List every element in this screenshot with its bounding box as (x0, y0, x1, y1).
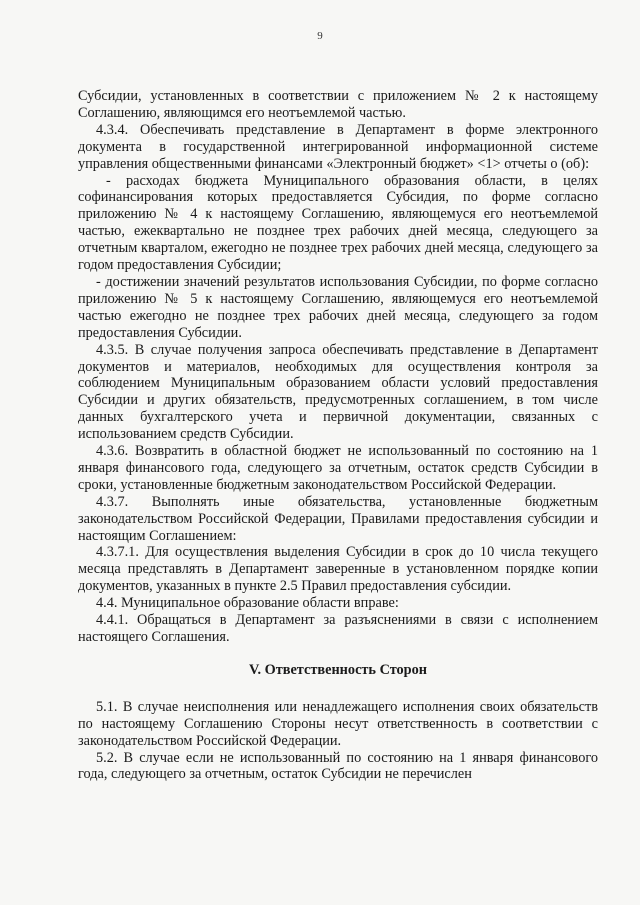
paragraph: Субсидии, установленных в соответствии с приложением № 2 к настоящему Соглашению, являющимся его неотъемлемой частью. (78, 88, 598, 121)
paragraph: 4.4. Муниципальное образование области вправе: (96, 595, 399, 612)
page-number: 9 (317, 30, 323, 42)
paragraph: - достижении значений результатов использования Субсидии, по форме согласно приложению № 5 к настоящему Соглашению, являющемуся его неотъемлемой частью ежегодно не позднее трех рабочих дней месяца, следующего за годом предоставления Субсидии. (78, 273, 598, 341)
section-heading: V. Ответственность Сторон (248, 661, 428, 678)
paragraph: 4.3.7. Выполнять иные обязательства, установленные бюджетным законодательством Российской Федерации, Правилами предоставления субсидии и настоящим Соглашением: (78, 493, 598, 544)
paragraph: - расходах бюджета Муниципального образования области, в целях софинансирования которых предоставляется Субсидия, по форме согласно приложению № 4 к настоящему Соглашению, являющемуся его неотъемлемой частью, ежеквартально не позднее трех рабочих дней месяца, следующего за отчетным кварталом, ежегодно не позднее трех рабочих дней месяца, следующего за годом предоставления Субсидии; (78, 172, 598, 274)
paragraph: 5.2. В случае если не использованный по состоянию на 1 января финансового года, следующего за отчетным, остаток Субсидии не перечислен (78, 749, 598, 783)
paragraph: 4.3.7.1. Для осуществления выделения Субсидии в срок до 10 числа текущего месяца представлять в Департамент заверенные в установленном порядке копии документов, указанных в пункте 2.5 Правил предоставления субсидии. (78, 544, 598, 595)
paragraph: 4.3.6. Возвратить в областной бюджет не использованный по состоянию на 1 января финансового года, следующего за отчетным, остаток средств Субсидии в сроки, установленные бюджетным законодательством Российской Федерации. (78, 443, 598, 493)
paragraph: 4.3.4. Обеспечивать представление в Департамент в форме электронного документа в государственной интегрированной информационной системе управления общественными финансами «Электронный бюджет» <1> отчеты о (об): (78, 121, 598, 172)
document-body (78, 88, 598, 783)
paragraph: 5.1. В случае неисполнения или ненадлежащего исполнения своих обязательств по настоящему Соглашению Стороны несут ответственность в соответствии с законодательством Российской Федерации. (78, 698, 598, 749)
paragraph: 4.4.1. Обращаться в Департамент за разъяснениями в связи с исполнением настоящего Соглашения. (78, 612, 598, 645)
paragraph: 4.3.5. В случае получения запроса обеспечивать представление в Департамент документов и материалов, необходимых для осуществления контроля за соблюдением Муниципальным образованием области условий предоставления Субсидии и других обязательств, предусмотренных соглашением, в том числе данных бухгалтерского учета и первичной документации, связанных с использованием средств Субсидии. (78, 341, 598, 443)
